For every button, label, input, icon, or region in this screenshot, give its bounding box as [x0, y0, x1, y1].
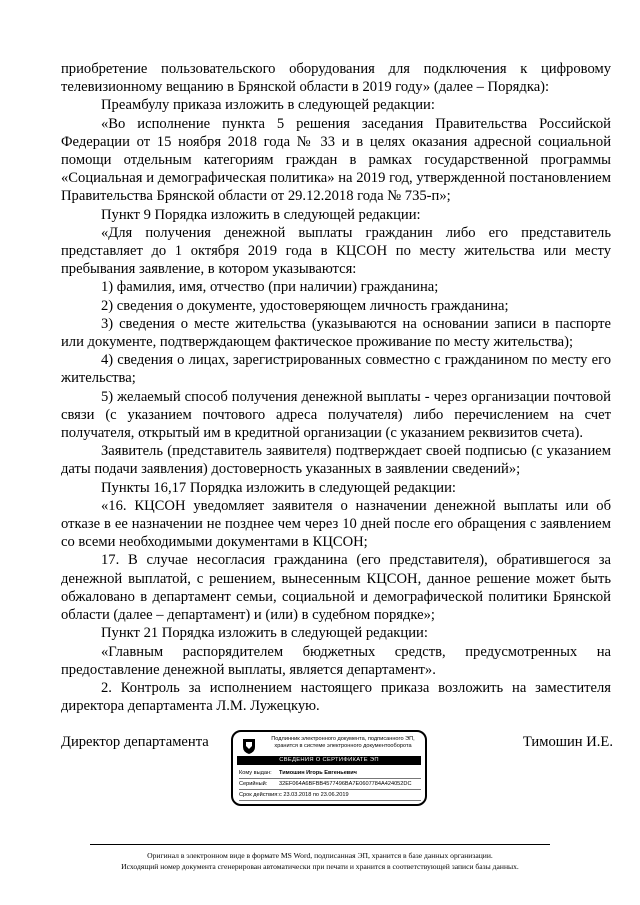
certificate-value: с 23.03.2018 по 23.06.2019: [279, 792, 349, 798]
paragraph: Заявитель (представитель заявителя) подтверждает своей подписью (с указанием даты подачи заявления) достоверность указанных в заявлении сведений»;: [61, 443, 611, 478]
paragraph: 5) желаемый способ получения денежной выплаты - через организации почтовой связи (с указанием почтового адреса получателя) либо перечислением на счет получателя, открытый им в кредитной организации (с указанием реквизитов счета).: [61, 388, 611, 442]
coat-of-arms-icon: [241, 737, 257, 755]
certificate-value: 32EF064A6BFBB4577496BA7E0607784A424052DC: [279, 781, 412, 787]
electronic-signature-stamp: [231, 730, 427, 806]
paragraph: 3) сведения о месте жительства (указываются на основании записи в паспорте или документе, подтверждающем фактическое проживание по месту жительства);: [61, 315, 611, 351]
signatory-name: Тимошин И.Е.: [522, 734, 613, 750]
paragraph: Пункт 9 Порядка изложить в следующей редакции:: [101, 206, 421, 223]
paragraph: «Во исполнение пункта 5 решения заседания Правительства Российской Федерации от 15 ноября 2018 года № 33 и в целях оказания адресной социальной помощи отдельным категориям граждан в рамках государственной программы «Социальная и демографическая политика» на 2019 год, утвержденной постановлением Правительства Брянской области от 29.12.2018 года № 735-п»;: [61, 115, 611, 205]
document-body: [61, 60, 611, 715]
paragraph: 2) сведения о документе, удостоверяющем личность гражданина;: [101, 297, 509, 314]
paragraph: Пункты 16,17 Порядка изложить в следующей редакции:: [101, 479, 456, 496]
paragraph: 17. В случае несогласия гражданина (его представителя), обратившегося за денежной выплатой, с решением, вынесенным КЦСОН, данное решение может быть обжаловано в департамент семьи, социальной и демографической политики Брянской области (далее – департамент) и (или) в судебном порядке»;: [61, 552, 611, 624]
certificate-key: Срок действия:: [239, 792, 279, 798]
certificate-row: [239, 790, 421, 801]
stamp-header: СВЕДЕНИЯ О СЕРТИФИКАТЕ ЭП: [237, 756, 421, 765]
paragraph: Пункт 21 Порядка изложить в следующей редакции:: [101, 625, 428, 642]
paragraph: 1) фамилия, имя, отчество (при наличии) гражданина;: [101, 279, 439, 296]
certificate-row: [239, 768, 421, 779]
paragraph: «Для получения денежной выплаты гражданин либо его представитель представляет до 1 октября 2019 года в КЦСОН по месту жительства или месту пребывания заявление, в котором указываются:: [61, 224, 611, 278]
paragraph: «Главным распорядителем бюджетных средств, предусмотренных на предоставление денежной выплаты, является департамент».: [61, 643, 611, 678]
paragraph: 4) сведения о лицах, зарегистрированных совместно с гражданином по месту его жительства;: [61, 352, 611, 387]
signatory-title: Директор департамента: [61, 734, 209, 750]
stamp-note: Подлинник электронного документа, подписанного ЭП, хранится в системе электронного документооборота: [271, 736, 415, 749]
paragraph: приобретение пользовательского оборудования для подключения к цифровому телевизионному вещанию в Брянской области в 2019 году» (далее – Порядка):: [61, 61, 611, 96]
paragraph: Преамбулу приказа изложить в следующей редакции:: [101, 97, 435, 114]
certificate-details: [239, 768, 421, 801]
certificate-key: Серийный:: [239, 781, 268, 787]
certificate-key: Кому выдан:: [239, 770, 272, 776]
paragraph: «16. КЦСОН уведомляет заявителя о назначении денежной выплаты или об отказе в ее назначении не позднее чем через 10 дней после его обращения с заявлением со всеми необходимыми документами в КЦСОН;: [61, 497, 611, 551]
signature-block: [61, 734, 613, 814]
footer-line-2: Исходящий номер документа сгенерирован автоматически при печати и хранится в соответствующей записи базы данных.: [121, 862, 519, 871]
footer-line-1: Оригинал в электронном виде в формате MS Word, подписанная ЭП, хранится в базе данных организации.: [147, 851, 493, 860]
page-footer: [60, 850, 580, 872]
certificate-value: Тимошин Игорь Евгеньевич: [279, 770, 357, 776]
certificate-row: [239, 779, 421, 790]
footer-divider: [90, 844, 550, 845]
paragraph: 2. Контроль за исполнением настоящего приказа возложить на заместителя директора департамента Л.М. Лужецкую.: [61, 679, 611, 715]
